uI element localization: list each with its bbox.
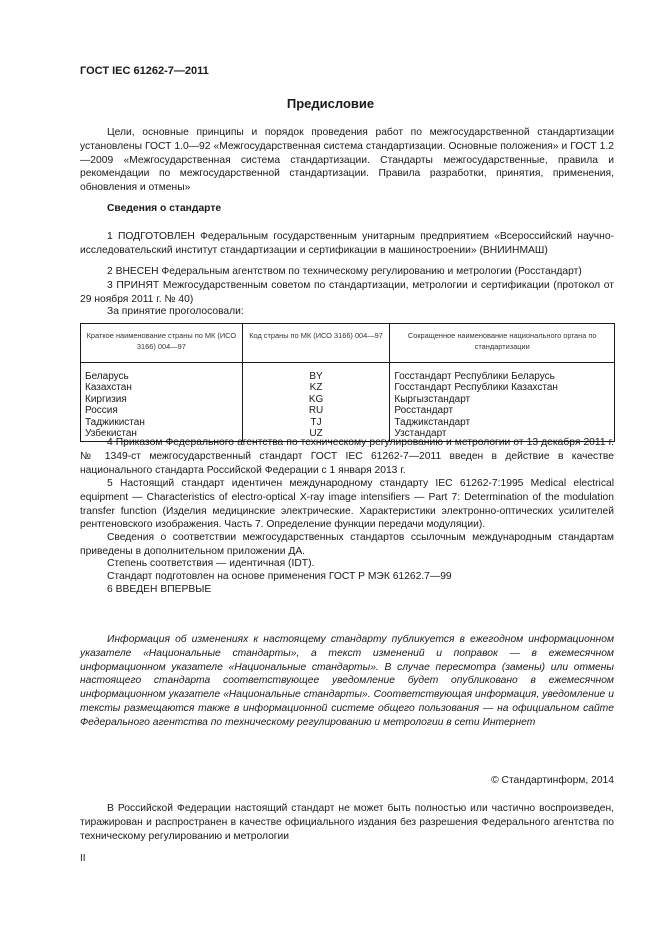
item-6-first-introduced: 6 ВВЕДЕН ВПЕРВЫЕ	[107, 584, 212, 595]
table-row	[81, 394, 615, 405]
legal-notice: В Российской Федерации настоящий стандарт не может быть полностью или частично воспроизведен, тиражирован и распространен в качестве официального издания без разрешения Федерального агентства по техническому регулированию и метрологии	[80, 803, 614, 842]
table-row	[81, 363, 615, 383]
country-name: Беларусь	[81, 363, 243, 383]
country-name: Таджикистан	[81, 417, 243, 428]
table-row	[81, 417, 615, 428]
country-name: Киргизия	[81, 394, 243, 405]
item-2-introduced: 2 ВНЕСЕН Федеральным агентством по техническому регулированию и метрологии (Росстандарт)	[107, 266, 582, 277]
standard-code-header: ГОСТ IEC 61262-7—2011	[80, 65, 209, 77]
country-code: UZ	[242, 428, 390, 442]
copyright-line: © Стандартинформ, 2014	[491, 775, 614, 786]
standards-body: Росстандарт	[390, 405, 615, 416]
member-states-table	[80, 323, 615, 442]
table-row	[81, 405, 615, 416]
standards-body: Госстандарт Республики Казахстан	[390, 382, 615, 393]
standards-body: Кыргызстандарт	[390, 394, 615, 405]
section-heading: Сведения о стандарте	[107, 203, 222, 214]
country-name: Казахстан	[81, 382, 243, 393]
country-code: KG	[242, 394, 390, 405]
standards-body: Узстандарт	[390, 428, 615, 442]
standards-body: Таджикстандарт	[390, 417, 615, 428]
table-header-row	[81, 324, 615, 363]
table-row	[81, 382, 615, 393]
page-title: Предисловие	[286, 96, 375, 111]
country-name: Россия	[81, 405, 243, 416]
item-5-basis: Стандарт подготовлен на основе применения ГОСТ Р МЭК 61262.7—99	[107, 571, 452, 582]
country-name-header: Краткое наименование страны по МК (ИСО 3166) 004—97	[81, 324, 243, 363]
item-5-degree: Степень соответствия — идентичная (IDT).	[107, 558, 315, 569]
country-code-header: Код страны по МК (ИСО 3166) 004—97	[242, 324, 390, 363]
page-number: II	[80, 853, 86, 864]
standards-body: Госстандарт Республики Беларусь	[390, 363, 615, 383]
item-1-prepared: 1 ПОДГОТОВЛЕН Федеральным государственным унитарным предприятием «Всероссийский научно-исследовательский институт стандартизации и сертификации в машиностроении» (ВНИИНМАШ)	[80, 231, 614, 256]
item-4-order: 4 Приказом Федерального агентства по техническому регулированию и метрологии от 13 декабря 2011 г. № 1349-ст межгосударственный стандарт ГОСТ IEC 61262-7—2011 введен в действие в качестве национального стандарта Российской Федерации с 1 января 2013 г.	[80, 437, 614, 476]
country-name: Узбекистан	[81, 428, 243, 442]
item-5-references: Сведения о соответствии межгосударственных стандартов ссылочным международным стандартам приведены в дополнительном приложении ДА.	[80, 532, 614, 557]
voted-label: За принятие проголосовали:	[107, 306, 244, 317]
change-info-notice: Информация об изменениях к настоящему стандарту публикуется в ежегодном информационном указателе «Национальные стандарты», а текст изменений и поправок — в ежемесячном информационном указателе «Национальные стандарты». В случае пересмотра (замены) или отмены настоящего стандарта соответствующее уведомление будет опубликовано в ежемесячном информационном указателе «Национальные стандарты». Соответствующая информация, уведомление и тексты размещаются также в информационной системе общего пользования — на официальном сайте Федерального агентства по техническому регулированию и метрологии в сети Интернет	[80, 634, 614, 728]
intro-paragraph: Цели, основные принципы и порядок проведения работ по межгосударственной стандартизации установлены ГОСТ 1.0—92 «Межгосударственная система стандартизации. Основные положения» и ГОСТ 1.2—2009 «Межгосударственная система стандартизации. Стандарты межгосударственные, правила и рекомендации по межгосударственной стандартизации. Правила разработки, принятия, применения, обновления и отмены»	[80, 127, 614, 194]
country-code: TJ	[242, 417, 390, 428]
country-code: KZ	[242, 382, 390, 393]
item-5-identical: 5 Настоящий стандарт идентичен международному стандарту IEC 61262-7:1995 Medical electrical equipment — Characteristics of electro-optical X-ray image intensifiers — Part 7: Determination of the modulation transfer function (Изделия медицинские электрические. Характеристики электронно-оптических усилителей рентгеновского изображения. Часть 7. Определение функции передачи модуляции).	[80, 478, 614, 531]
item-3-adopted: 3 ПРИНЯТ Межгосударственным советом по стандартизации, метрологии и сертификации (протокол от 29 ноября 2011 г. № 40)	[80, 280, 614, 305]
standards-body-header: Сокращенное наименование национального органа по стандартизации	[390, 324, 615, 363]
country-code: RU	[242, 405, 390, 416]
country-code: BY	[242, 363, 390, 383]
